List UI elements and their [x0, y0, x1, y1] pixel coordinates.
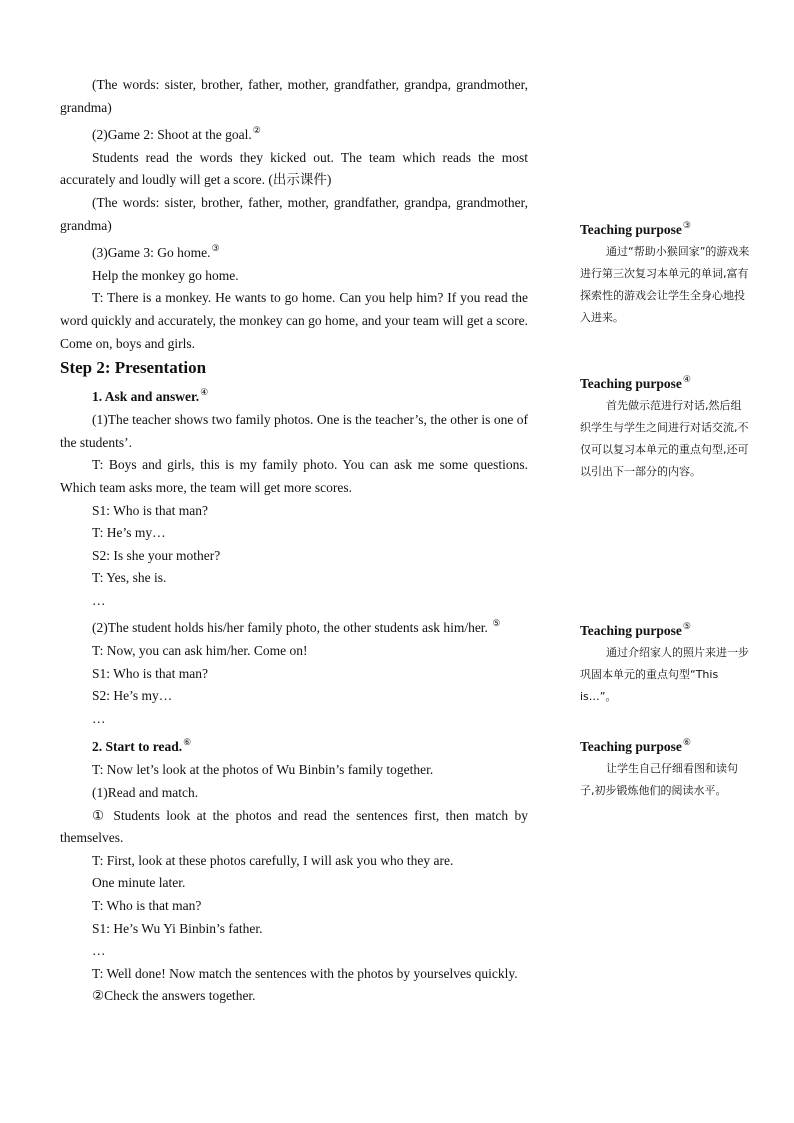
- teaching-purpose-note: [580, 731, 752, 802]
- read-and-match-heading: (1)Read and match.: [92, 785, 199, 801]
- section-1-heading: [60, 380, 528, 409]
- note-mark-6: ⑥: [183, 737, 192, 748]
- note-mark: ⑤: [682, 621, 691, 631]
- note-mark-2: ②: [252, 125, 261, 136]
- dialog-line: T: Yes, she is.: [92, 570, 167, 586]
- teaching-purpose-title: [580, 214, 752, 241]
- teaching-purpose-body: 通过介绍家人的照片来进一步巩固本单元的重点句型“This is…”。: [580, 646, 749, 703]
- dialog-line: S2: Is she your mother?: [92, 547, 221, 563]
- dialog-line: S2: He’s my…: [92, 688, 173, 704]
- student-photo-instructions: [60, 612, 528, 640]
- game-2-instructions: Students read the words they kicked out. The team which reads the most accurately and loudly will get a score. (出示课件): [60, 149, 528, 188]
- dialog-line: T: He’s my…: [92, 525, 166, 541]
- word-list-1: (The words: sister, brother, father, mother, grandfather, grandpa, grandmother, grandma): [60, 77, 528, 115]
- student-photo-text: (2)The student holds his/her family photo, the other students ask him/her.: [92, 620, 488, 636]
- section-2-text: 2. Start to read.: [92, 739, 183, 755]
- note-mark: ④: [682, 374, 691, 384]
- teaching-purpose-note: [580, 214, 752, 329]
- teaching-purpose-note: [580, 615, 752, 708]
- dialog-line: S1: Who is that man?: [92, 665, 208, 681]
- dialog-line: T: Now let’s look at the photos of Wu Binbin’s family together.: [92, 762, 434, 778]
- note-mark: ③: [682, 220, 691, 230]
- stage-direction: One minute later.: [92, 875, 186, 891]
- photo-instructions: (1)The teacher shows two family photos. One is the teacher’s, the other is one of the students’.: [60, 412, 528, 450]
- step-2-heading: Step 2: Presentation: [60, 358, 207, 378]
- game-2-text: (2)Game 2: Shoot at the goal.: [92, 127, 252, 143]
- teaching-purpose-label: Teaching purpose: [580, 376, 682, 391]
- teaching-purpose-body: 通过“帮助小猴回家”的游戏来进行第三次复习本单元的单词,富有探索性的游戏会让学生全身心地投入进来。: [580, 245, 750, 324]
- game-2-heading: [60, 119, 528, 147]
- dialog-line: S1: Who is that man?: [92, 502, 208, 518]
- note-mark: ⑥: [682, 737, 691, 747]
- game-3-instructions: Help the monkey go home.: [92, 267, 239, 283]
- ellipsis-line: …: [92, 710, 106, 726]
- check-answers-line: ②Check the answers together.: [92, 988, 256, 1004]
- game-3-text: (3)Game 3: Go home.: [92, 245, 211, 261]
- teacher-monkey-line: T: There is a monkey. He wants to go home. Can you help him? If you read the word quickly and accurately, the monkey can go home, and your team will get a score. Come on, boys and girls.: [60, 290, 528, 351]
- teaching-purpose-label: Teaching purpose: [580, 739, 682, 754]
- teaching-purpose-title: [580, 368, 752, 395]
- lesson-body: [60, 74, 528, 1008]
- note-mark-3: ③: [211, 243, 220, 254]
- dialog-line: T: Now, you can ask him/her. Come on!: [92, 643, 308, 659]
- note-mark-4: ④: [200, 387, 209, 398]
- teaching-purpose-title: [580, 615, 752, 642]
- section-2-heading: [60, 730, 528, 759]
- teaching-purpose-title: [580, 731, 752, 758]
- game-3-heading: [60, 237, 528, 265]
- dialog-line: T: First, look at these photos carefully, I will ask you who they are.: [92, 852, 454, 868]
- teaching-purpose-body: 让学生自己仔细看图和读句子,初步锻炼他们的阅读水平。: [580, 762, 738, 797]
- teaching-purpose-label: Teaching purpose: [580, 222, 682, 237]
- teaching-purpose-label: Teaching purpose: [580, 623, 682, 638]
- dialog-line: S1: He’s Wu Yi Binbin’s father.: [92, 920, 263, 936]
- teaching-purpose-note: [580, 368, 752, 483]
- dialog-line: T: Well done! Now match the sentences with the photos by yourselves quickly.: [92, 965, 518, 981]
- teaching-purpose-body: 首先做示范进行对话,然后组织学生与学生之间进行对话交流,不仅可以复习本单元的重点句型,还可以引出下一部分的内容。: [580, 399, 749, 478]
- section-1-text: 1. Ask and answer.: [92, 389, 200, 405]
- teacher-photo-line: T: Boys and girls, this is my family photo. You can ask me some questions. Which team asks more, the team will get more scores.: [60, 457, 528, 495]
- word-list-2: (The words: sister, brother, father, mother, grandfather, grandpa, grandmother, grandma): [60, 194, 528, 233]
- dialog-line: T: Who is that man?: [92, 898, 202, 913]
- match-instructions: ① Students look at the photos and read the sentences first, then match by themselves.: [60, 807, 528, 846]
- ellipsis-line: …: [92, 943, 106, 959]
- ellipsis-line: …: [92, 592, 106, 608]
- note-mark-5: ⑤: [492, 618, 501, 629]
